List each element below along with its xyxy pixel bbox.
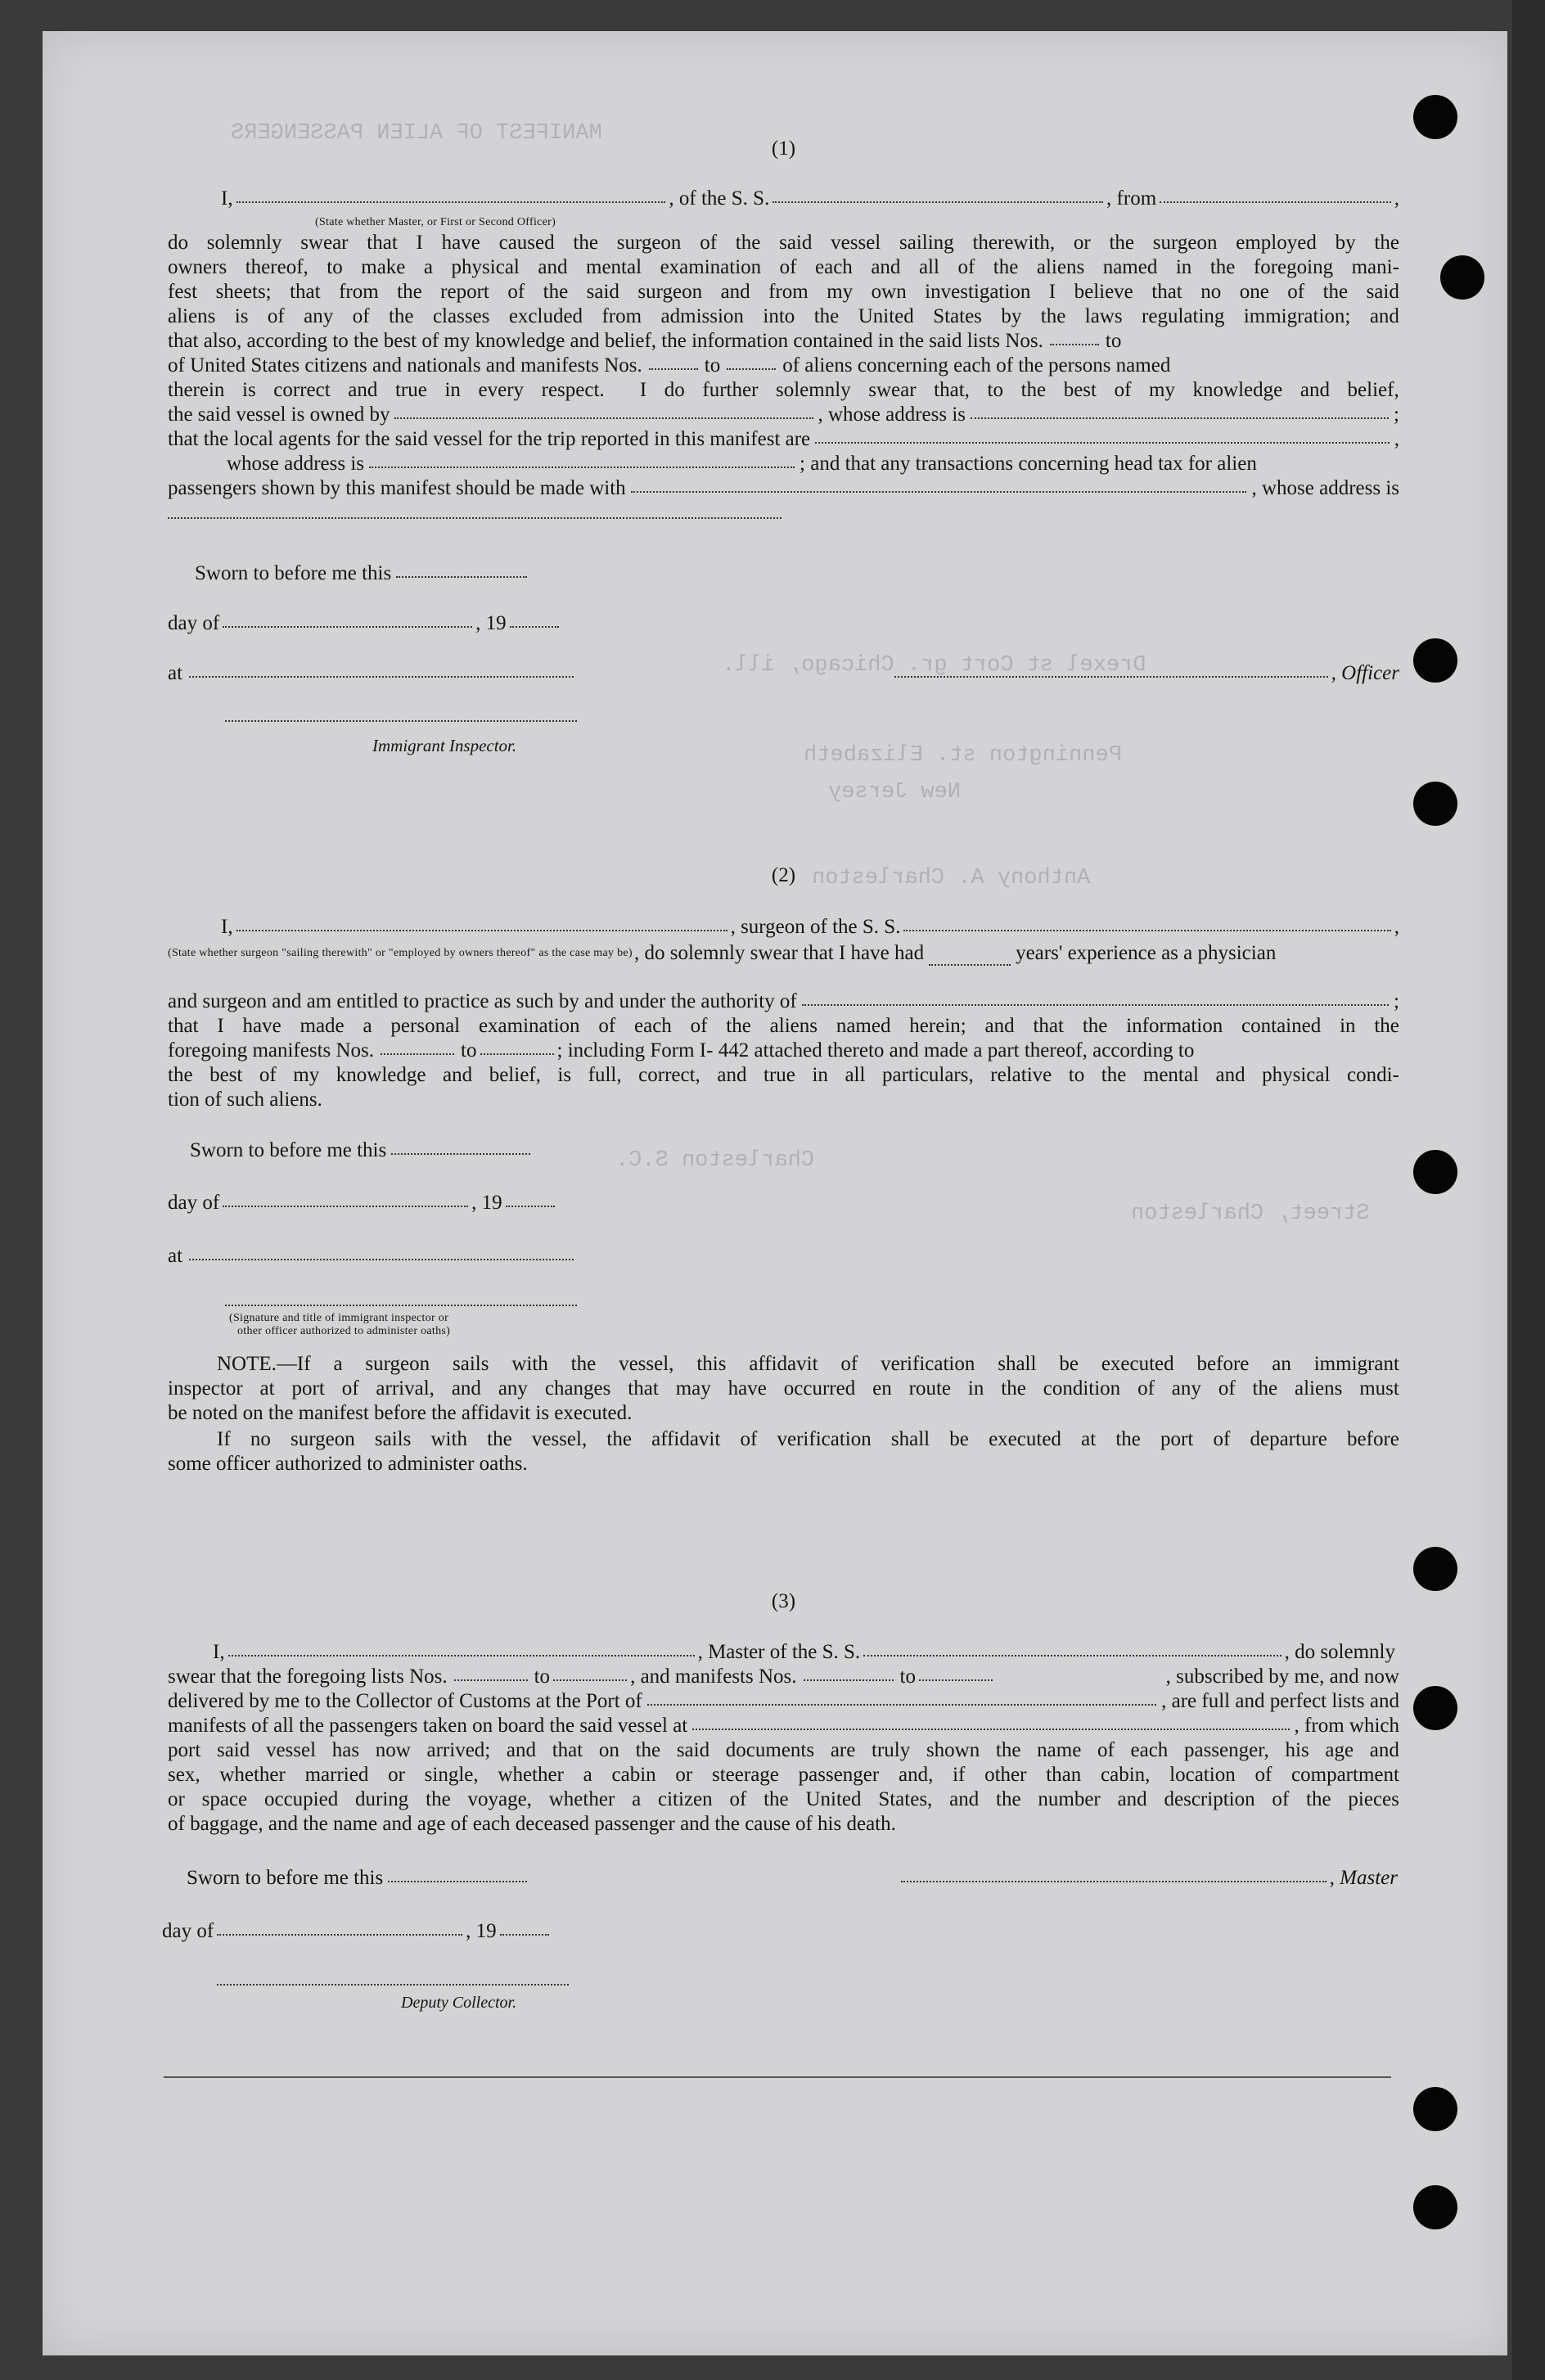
scan-border — [1512, 0, 1545, 2380]
foregoing-manifests-line — [168, 1039, 1399, 1063]
month-blank — [217, 1919, 462, 1936]
surgeon-note-line — [168, 941, 1399, 966]
subscribed-label: , subscribed by me, and now — [1165, 1666, 1399, 1688]
semicolon: ; — [1394, 403, 1399, 426]
punch-hole — [1440, 255, 1484, 300]
passengers-label: passengers shown by this manifest should be made with — [168, 477, 626, 499]
section-1-oath-line — [221, 187, 1399, 211]
inspector-label: Immigrant Inspector. — [372, 736, 517, 755]
sworn-day-blank — [391, 1138, 530, 1155]
place-blank — [189, 1244, 574, 1260]
address-label: , whose address is — [1251, 477, 1399, 499]
to-label: to — [899, 1666, 916, 1688]
sworn-line-1 — [195, 561, 1426, 586]
note-line: NOTE.—If a surgeon sails with the vessel, this affidavit of verification shall be executed before an immigrant — [217, 1353, 1399, 1375]
vessel-name-blank — [863, 1640, 1281, 1657]
deputy-label: Deputy Collector. — [401, 1994, 517, 2012]
at-label: at — [168, 1245, 183, 1267]
head-tax-payee-blank — [631, 476, 1247, 493]
day-of-line-2 — [168, 1191, 1399, 1215]
swear-lists-label: swear that the foregoing lists Nos. — [168, 1666, 448, 1688]
at-line-2 — [168, 1244, 1399, 1269]
place-blank — [189, 661, 574, 678]
master-label: , Master — [1329, 1867, 1398, 1889]
authority-blank — [802, 989, 1389, 1006]
manifests-label: , and manifests Nos. — [630, 1666, 797, 1688]
day-of-line-1 — [168, 611, 1399, 636]
bleed-through-text: MANIFEST OF ALIEN PASSENGERS — [231, 121, 602, 146]
list-no-blank — [553, 1665, 627, 1681]
oath-i: I, — [221, 187, 233, 210]
sworn-label: Sworn to before me this — [195, 562, 392, 584]
manifest-no-blank — [480, 1039, 554, 1055]
at-label: at — [168, 662, 183, 684]
year-label: , 19 — [471, 1192, 502, 1214]
sworn-label: Sworn to before me this — [187, 1867, 384, 1889]
note-line: inspector at port of arrival, and any changes that may have occurred en route in the condition of any of the aliens must — [168, 1377, 1399, 1400]
master-name-blank — [228, 1640, 695, 1657]
departure-port-blank — [692, 1714, 1289, 1730]
day-of-label: day of — [168, 612, 220, 634]
year-blank — [510, 611, 559, 628]
note-line: be noted on the manifest before the affidavit is executed. — [168, 1402, 633, 1424]
payee-address-blank — [168, 503, 782, 519]
body-line: of aliens concerning each of the persons named — [782, 354, 1171, 376]
manifest-no-blank — [727, 354, 776, 370]
practice-line — [168, 989, 1399, 1014]
surgeon-line — [221, 915, 1399, 940]
surgeon-note: (State whether surgeon "sailing therewith" or "employed by owners thereof" as the case may be) — [168, 947, 633, 959]
list-no-blank — [454, 1665, 528, 1681]
body-line: therein is correct and true in every respect. I do further solemnly swear that, to the best of my knowledge and belief, — [168, 379, 1399, 401]
punch-hole — [1413, 1547, 1457, 1591]
manifest-no-blank — [804, 1665, 894, 1681]
officer-label: , Officer — [1331, 662, 1399, 684]
years-label: years' experience as a physician — [1016, 942, 1277, 964]
body-line: port said vessel has now arrived; and that on the said documents are truly shown the name of each passenger, his age and — [168, 1739, 1399, 1761]
manifests-nos-line — [168, 354, 1399, 378]
punch-hole — [1413, 2185, 1457, 2229]
body-line: foregoing manifests Nos. — [168, 1039, 375, 1062]
agents-blank — [815, 427, 1390, 444]
manifest-no-blank — [919, 1665, 993, 1681]
inspector-signature-line — [225, 720, 577, 722]
to-label: to — [1105, 330, 1122, 352]
year-label: , 19 — [475, 612, 507, 634]
section-1-number: (1) — [771, 137, 796, 160]
body-line: owners thereof, to make a physical and mental examination of each and all of the aliens named in the foregoing mani- — [168, 256, 1399, 278]
body-line: tion of such aliens. — [168, 1089, 322, 1111]
body-line: ; and that any transactions concerning head tax for alien — [800, 453, 1257, 475]
note-line: If no surgeon sails with the vessel, the affidavit of verification shall be executed at the port of departure before — [217, 1428, 1399, 1450]
master-line — [213, 1640, 1395, 1665]
bleed-through-text: Street, Charleston — [1131, 1201, 1370, 1226]
head-tax-line — [168, 476, 1399, 501]
to-label: to — [534, 1666, 551, 1688]
bleed-through-text: Anthony A. Charleston — [812, 866, 1091, 890]
comma: , — [1394, 916, 1399, 938]
officer-note: (State whether Master, or First or Second Officer) — [315, 216, 556, 228]
agents-address-line — [168, 452, 1399, 476]
officer-signature-blank — [894, 661, 1328, 678]
vessel-name-blank — [772, 187, 1103, 203]
oath-i: I, — [213, 1641, 225, 1663]
signature-line — [225, 1305, 577, 1306]
delivered-label: delivered by me to the Collector of Customs at the Port of — [168, 1690, 642, 1712]
address-continuation — [168, 501, 1399, 525]
from-which-label: , from which — [1294, 1715, 1399, 1737]
sworn-label: Sworn to before me this — [190, 1139, 387, 1161]
surgeon-name-blank — [236, 915, 727, 931]
manifests-all-line — [168, 1714, 1399, 1738]
day-of-line-3 — [162, 1919, 1394, 1944]
vessel-name-blank — [903, 915, 1390, 931]
to-label: to — [704, 354, 721, 376]
manifest-no-blank — [649, 354, 698, 370]
owned-by-line — [168, 403, 1399, 427]
from-label: , from — [1106, 187, 1157, 210]
sworn-line-2 — [190, 1138, 1421, 1163]
lists-nos-line — [168, 329, 1399, 354]
body-line: that also, according to the best of my knowledge and belief, the information contained in the said lists Nos. — [168, 330, 1043, 352]
deputy-signature-line — [217, 1984, 569, 1986]
section-2-number: (2) — [771, 864, 796, 886]
body-line: aliens is of any of the classes excluded from admission into the United States by the laws regulating immigration; and — [168, 305, 1399, 327]
signature-note-2: other officer authorized to administer oaths) — [237, 1325, 451, 1337]
punch-hole — [1413, 2087, 1457, 2131]
section-3-number: (3) — [771, 1590, 796, 1612]
comma: , — [1394, 428, 1399, 450]
list-no-blank — [1050, 329, 1099, 345]
bleed-through-text: New Jersey — [828, 780, 962, 805]
oath-i: I, — [221, 916, 233, 938]
sworn-day-blank — [388, 1866, 527, 1882]
body-line: of baggage, and the name and age of each deceased passenger and the cause of his death. — [168, 1813, 896, 1835]
punch-hole — [1413, 95, 1457, 139]
note-line: some officer authorized to administer oaths. — [168, 1453, 528, 1475]
year-blank — [500, 1919, 549, 1936]
bleed-through-text: Pennington st. Elizabeth — [804, 743, 1122, 768]
day-of-label: day of — [168, 1192, 220, 1214]
body-line: sex, whether married or single, whether a cabin or steerage passenger and, if other than cabin, location of compartment — [168, 1764, 1399, 1786]
year-label: , 19 — [466, 1920, 497, 1942]
punch-hole — [1413, 638, 1457, 683]
semicolon: ; — [1394, 990, 1399, 1012]
body-line: that I have made a personal examination of each of the aliens named herein; and that the information contained in the — [168, 1015, 1399, 1037]
port-blank — [647, 1689, 1156, 1706]
lists-nos-line-3 — [168, 1665, 1399, 1689]
bleed-through-text: Charleston S.C. — [615, 1148, 815, 1173]
years-blank — [929, 949, 1011, 966]
body-line: the best of my knowledge and belief, is full, correct, and true in all particulars, relative to the mental and physical condi- — [168, 1064, 1399, 1086]
of-ss-label: , of the S. S. — [669, 187, 770, 210]
body-line: of United States citizens and nationals and manifests Nos. — [168, 354, 642, 376]
month-blank — [223, 1191, 468, 1207]
body-line: do solemnly swear that I have caused the surgeon of the said vessel sailing therewith, or the surgeon employed by the — [168, 232, 1399, 254]
solemnly-label: , do solemnly — [1284, 1641, 1395, 1663]
at-line-1 — [168, 661, 1399, 686]
agents-address-blank — [369, 452, 795, 468]
local-agents-line — [168, 427, 1399, 452]
port-from-blank — [1160, 187, 1391, 203]
day-of-label: day of — [162, 1920, 214, 1942]
owned-by-label: the said vessel is owned by — [168, 403, 390, 426]
manifest-no-blank — [381, 1039, 454, 1055]
practice-label: and surgeon and am entitled to practice as such by and under the authority of — [168, 990, 797, 1012]
master-signature-blank — [901, 1866, 1327, 1882]
body-line: or space occupied during the voyage, whether a citizen of the United States, and the number and description of the pieces — [168, 1788, 1399, 1810]
body-line: ; including Form I- 442 attached thereto and made a part thereof, according to — [556, 1039, 1195, 1062]
comma: , — [1394, 187, 1399, 210]
sworn-day-blank — [396, 561, 527, 578]
address-label: whose address is — [227, 453, 365, 475]
owner-blank — [394, 403, 813, 419]
full-perfect-label: , are full and perfect lists and — [1161, 1690, 1399, 1712]
sworn-line-3 — [187, 1866, 1398, 1891]
officer-name-blank — [236, 187, 666, 203]
manifests-all-label: manifests of all the passengers taken on board the said vessel at — [168, 1715, 688, 1737]
year-blank — [506, 1191, 555, 1207]
owner-address-blank — [971, 403, 1389, 419]
delivered-line — [168, 1689, 1399, 1714]
local-agents-label: that the local agents for the said vessel for the trip reported in this manifest are — [168, 428, 811, 450]
master-of-label: , Master of the S. S. — [697, 1641, 861, 1663]
to-label: to — [461, 1039, 477, 1062]
address-label: , whose address is — [818, 403, 966, 426]
signature-note-1: (Signature and title of immigrant inspector or — [229, 1312, 449, 1324]
swear-label: , do solemnly swear that I have had — [634, 942, 925, 964]
month-blank — [223, 611, 472, 628]
surgeon-of-label: , surgeon of the S. S. — [730, 916, 901, 938]
bleed-through-text: Drexel st Cort gr. Chicago, ill. — [722, 653, 1146, 678]
punch-hole — [1413, 1686, 1457, 1730]
body-line: fest sheets; that from the report of the said surgeon and from my own investigation I believe that no one of the said — [168, 281, 1399, 303]
punch-hole — [1413, 782, 1457, 826]
bottom-rule — [164, 2076, 1391, 2078]
